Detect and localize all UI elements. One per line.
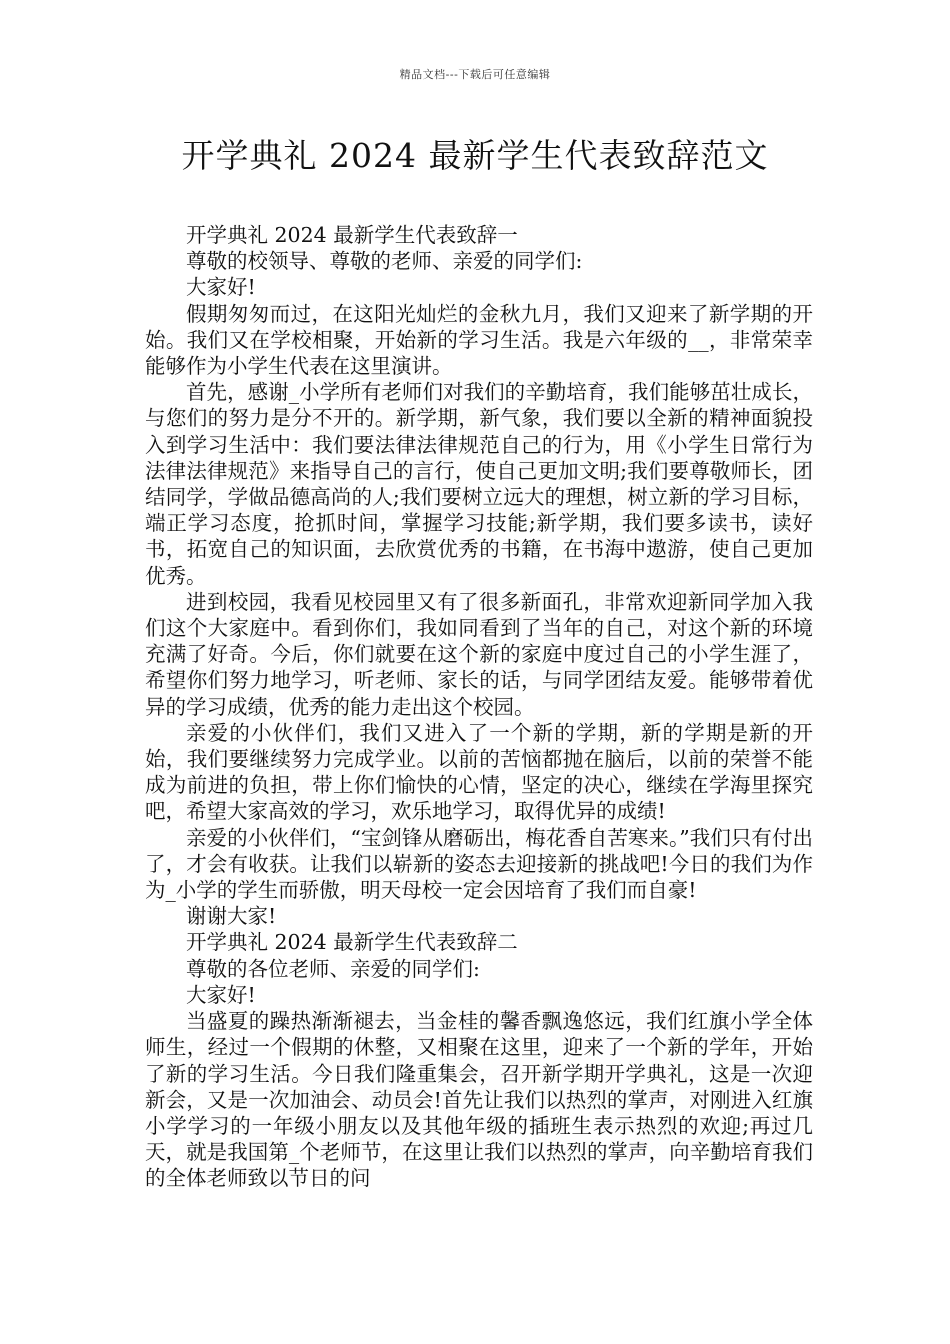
paragraph: 谢谢大家! <box>186 904 277 929</box>
document-title: 开学典礼 2024 最新学生代表致辞范文 <box>181 136 769 175</box>
paragraph: 假期匆匆而过，在这阳光灿烂的金秋九月，我们又迎来了新学期的开始。我们又在学校相聚，开始新的学习生活。我是六年级的__，非常荣幸能够作为小学生代表在这里演讲。 <box>145 301 813 379</box>
document-body <box>145 222 813 1192</box>
paragraph: 大家好! <box>186 982 256 1007</box>
page-header-note: 精品文档---下载后可任意编辑 <box>399 68 551 81</box>
paragraph: 进到校园，我看见校园里又有了很多新面孔，非常欢迎新同学加入我们这个大家庭中。看到你们，我如同看到了当年的自己，对这个新的环境充满了好奇。今后，你们就要在这个新的家庭中度过自己的小学生涯了，希望你们努力地学习，听老师、家长的话，与同学团结友爱。能够带着优异的学习成绩，优秀的能力走出这个校园。 <box>145 589 813 719</box>
paragraph: 开学典礼 2024 最新学生代表致辞一 <box>186 223 518 247</box>
paragraph: 首先，感谢_小学所有老师们对我们的辛勤培育，我们能够茁壮成长，与您们的努力是分不开的。新学期，新气象，我们要以全新的精神面貌投入到学习生活中：我们要法律法律规范自己的行为，用《小学生日常行为法律法律规范》来指导自己的言行，使自己更加文明;我们要尊敬师长，团结同学，学做品德高尚的人;我们要树立远大的理想，树立新的学习目标，端正学习态度，抢抓时间，掌握学习技能;新学期，我们要多读书，读好书，拓宽自己的知识面，去欣赏优秀的书籍，在书海中遨游，使自己更加优秀。 <box>145 380 813 588</box>
paragraph: 开学典礼 2024 最新学生代表致辞二 <box>186 930 518 955</box>
paragraph: 尊敬的校领导、尊敬的老师、亲爱的同学们: <box>186 249 583 274</box>
paragraph: 亲爱的小伙伴们，我们又进入了一个新的学期，新的学期是新的开始，我们要继续努力完成学业。以前的苦恼都抛在脑后，以前的荣誉不能成为前进的负担，带上你们愉快的心情，坚定的决心，继续在学海里探究吧，希望大家高效的学习，欢乐地学习，取得优异的成绩! <box>145 720 813 824</box>
paragraph: 当盛夏的躁热渐渐褪去，当金桂的馨香飘逸悠远，我们红旗小学全体师生，经过一个假期的休整，又相聚在这里，迎来了一个新的学年，开始了新的学习生活。今日我们隆重集会，召开新学期开学典礼，这是一次迎新会，又是一次加油会、动员会!首先让我们以热烈的掌声，对刚进入红旗小学学习的一年级小朋友以及其他年级的插班生表示热烈的欢迎;再过几天，就是我国第_个老师节，在这里让我们以热烈的掌声，向辛勤培育我们的全体老师致以节日的问 <box>145 1009 813 1191</box>
paragraph: 大家好! <box>186 275 256 300</box>
paragraph: 尊敬的各位老师、亲爱的同学们: <box>186 956 480 981</box>
paragraph: 亲爱的小伙伴们，“宝剑锋从磨砺出，梅花香自苦寒来。”我们只有付出了，才会有收获。让我们以崭新的姿态去迎接新的挑战吧!今日的我们为作为_小学的学生而骄傲，明天母校一定会因培育了我们而自豪! <box>145 825 813 903</box>
